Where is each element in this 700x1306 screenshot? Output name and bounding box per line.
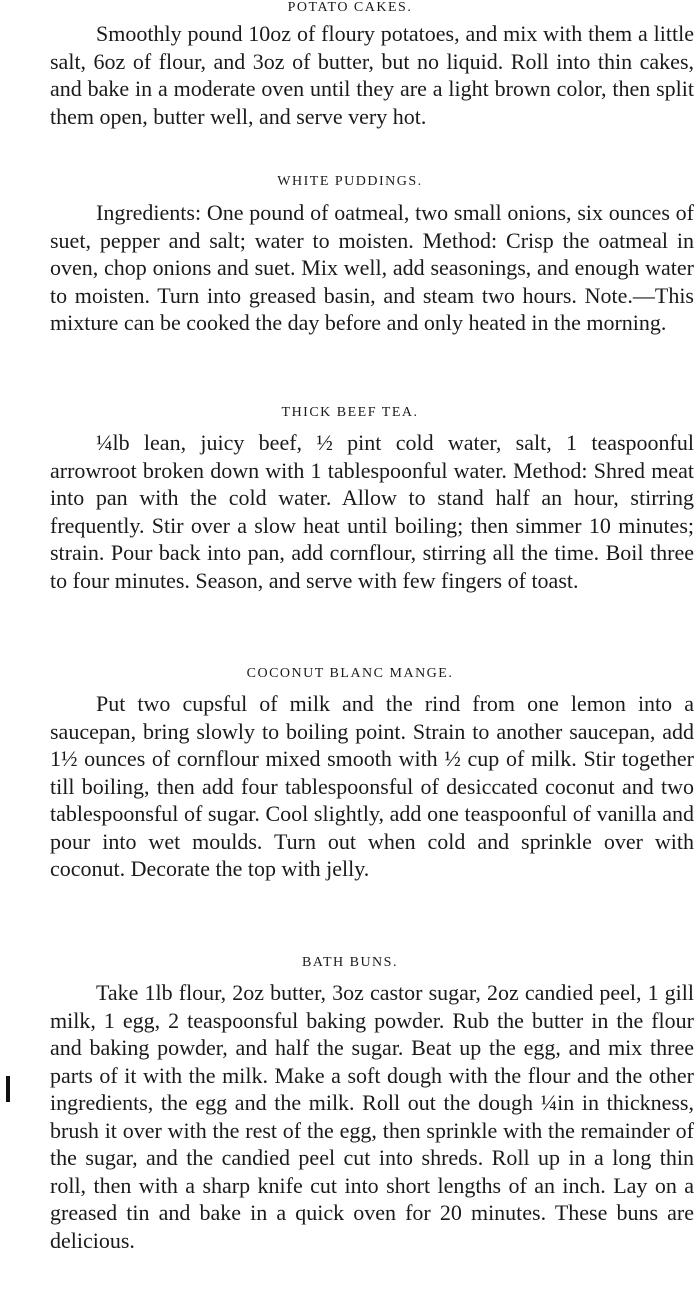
margin-ink-mark <box>6 1076 10 1102</box>
recipe-thick-beef-tea <box>0 405 700 594</box>
recipe-white-puddings <box>0 174 700 337</box>
recipe-title: BATH BUNS. <box>302 955 398 970</box>
recipe-title: POTATO CAKES. <box>287 0 413 15</box>
recipe-body: Smoothly pound 10oz of floury potatoes, and mix with them a little salt, 6oz of flour, and 3oz of butter, but no liquid. Roll into thin cakes, and bake in a moderate oven until they are a light brown color, then split them open, butter well, and serve very hot. <box>50 21 694 129</box>
recipe-body: Take 1lb flour, 2oz butter, 3oz castor sugar, 2oz candied peel, 1 gill milk, 1 egg, 2 teaspoonsful baking powder. Rub the butter in the flour and baking powder, and half the sugar. Beat up the egg, and mix three parts of it with the milk. Make a soft dough with the flour and the other ingredients, the egg and the milk. Roll out the dough ¼in in thickness, brush it over with the rest of the egg, then sprinkle with the remainder of the sugar, and the candied peel cut into shreds. Roll up in a long thin roll, then with a sharp knife cut into short lengths of an inch. Lay on a greased tin and bake in a quick oven for 20 minutes. These buns are delicious. <box>50 980 694 1253</box>
recipe-body: Put two cupsful of milk and the rind from one lemon into a saucepan, bring slowly to boiling point. Strain to another saucepan, add 1½ ounces of cornflour mixed smooth with ½ cup of milk. Stir together till boiling, then add four tablespoonsful of desiccated coconut and two tablespoonsful of sugar. Cool slightly, add one teaspoonful of vanilla and pour into wet moulds. Turn out when cold and sprinkle over with coconut. Decorate the top with jelly. <box>50 691 694 881</box>
recipe-bath-buns <box>0 955 700 1254</box>
recipe-body: Ingredients: One pound of oatmeal, two small onions, six ounces of suet, pepper and salt; water to moisten. Method: Crisp the oatmeal in oven, chop onions and suet. Mix well, add seasonings, and enough water to moisten. Turn into greased basin, and steam two hours. Note.—This mixture can be cooked the day before and only heated in the morning. <box>50 200 694 335</box>
recipe-body: ¼lb lean, juicy beef, ½ pint cold water, salt, 1 teaspoonful arrowroot broken down with 1 tablespoonful water. Method: Shred meat into pan with the cold water. Allow to stand half an hour, stirring frequently. Stir over a slow heat until boiling; then simmer 10 minutes; strain. Pour back into pan, add cornflour, stirring all the time. Boil three to four minutes. Season, and serve with few fingers of toast. <box>50 430 694 593</box>
recipe-title: WHITE PUDDINGS. <box>277 174 423 189</box>
recipe-title: COCONUT BLANC MANGE. <box>246 666 454 681</box>
recipe-title: THICK BEEF TEA. <box>281 405 419 420</box>
recipe-potato-cakes <box>0 0 700 130</box>
recipe-coconut-blanc-mange <box>0 666 700 883</box>
